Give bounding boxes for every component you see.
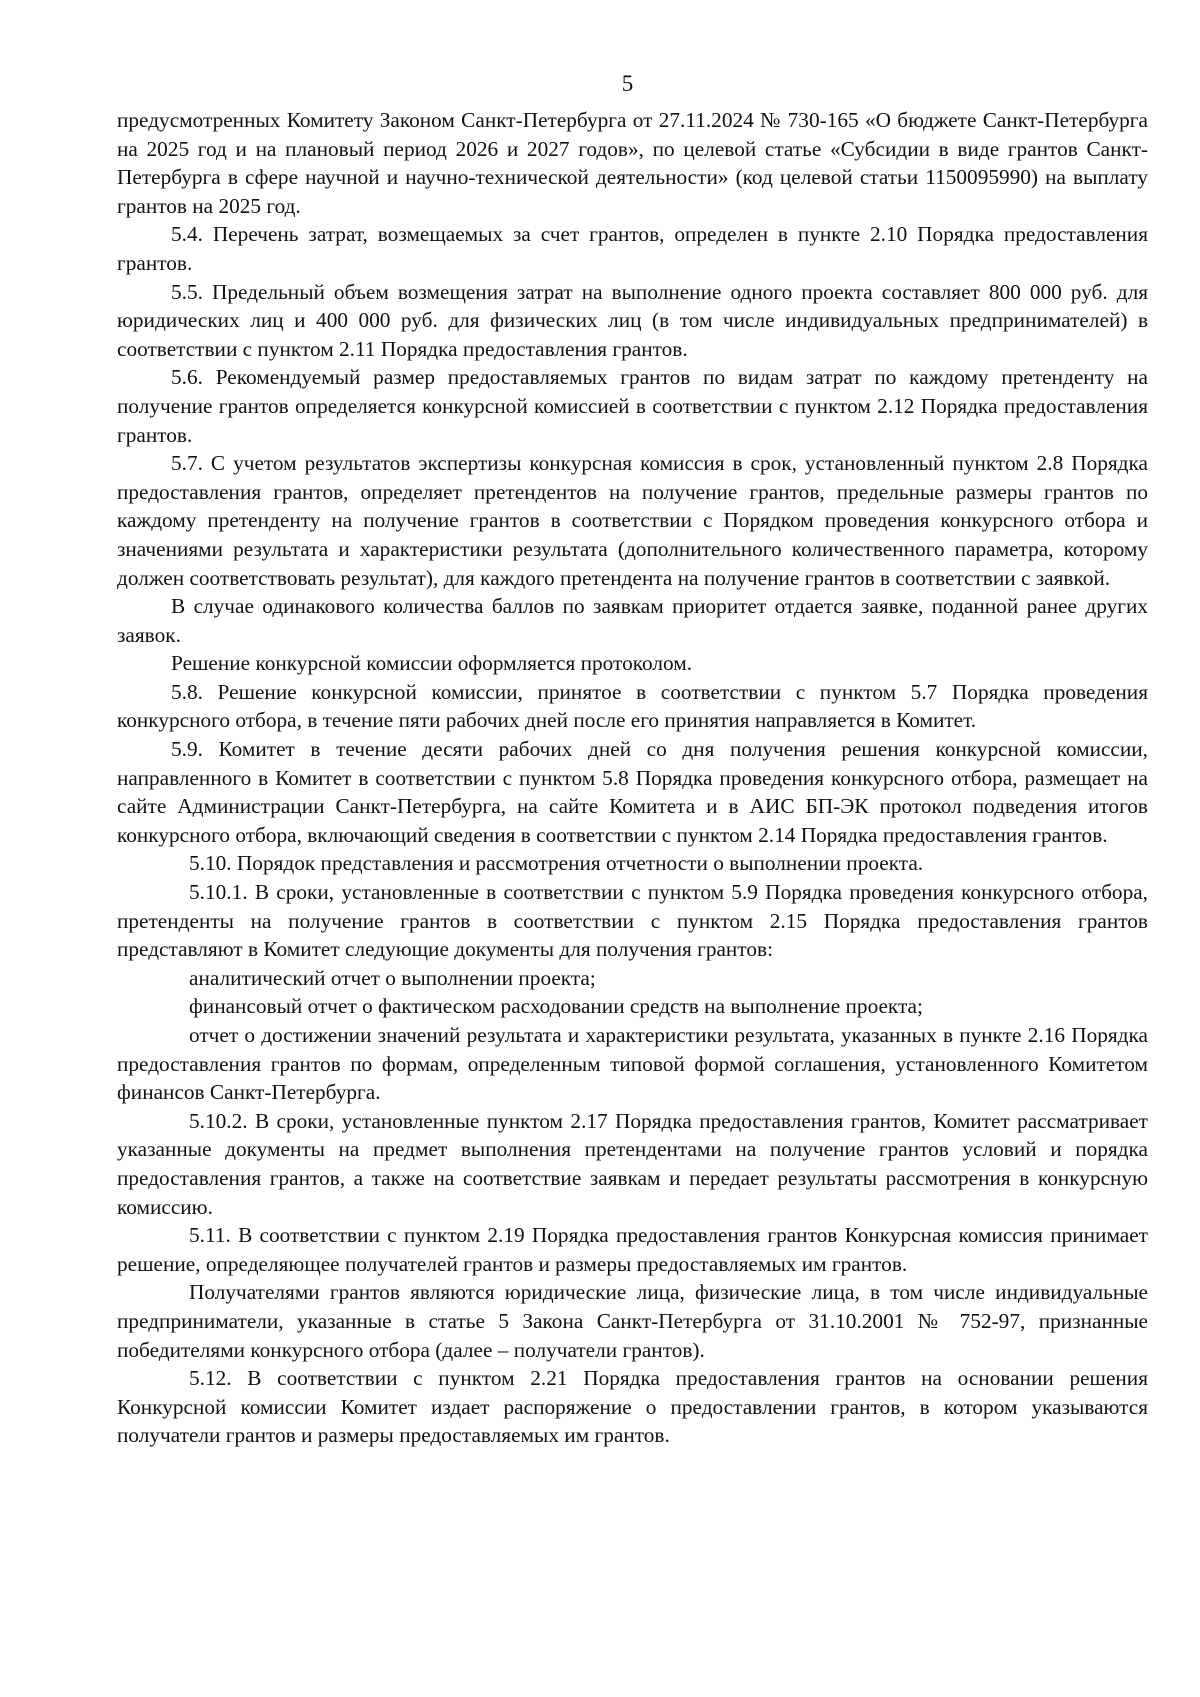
paragraph-5-10: 5.10. Порядок представления и рассмотрения отчетности о выполнении проекта. xyxy=(189,851,924,876)
paragraph-5-7: 5.7. С учетом результатов экспертизы конкурсная комиссия в срок, установленный пунктом 2.8 Порядка предоставления грантов, определяет претендентов на получение грантов, предельные размеры грантов по каждому претенденту на получение грантов в соответствии с Порядком проведения конкурсного отбора и значениями результата и характеристики результата (дополнительного количественного параметра, которому должен соответствовать результат), для каждого претендента на получение грантов в соответствии с заявкой. xyxy=(117,451,1148,590)
paragraph-5-5: 5.5. Предельный объем возмещения затрат на выполнение одного проекта составляет 800 000 руб. для юридических лиц и 400 000 руб. для физических лиц (в том числе индивидуальных предпринимателей) в соответствии с пунктом 2.11 Порядка предоставления грантов. xyxy=(117,279,1148,361)
paragraph-5-11: 5.11. В соответствии с пунктом 2.19 Порядка предоставления грантов Конкурсная комиссия принимает решение, определяющее получателей грантов и размеры предоставляемых им грантов. xyxy=(117,1223,1148,1276)
paragraph-5-9: 5.9. Комитет в течение десяти рабочих дней со дня получения решения конкурсной комиссии, направленного в Комитет в соответствии с пунктом 5.8 Порядка проведения конкурсного отбора, размещает на сайте Администрации Санкт-Петербурга, на сайте Комитета и в АИС БП-ЭК протокол подведения итогов конкурсного отбора, включающий сведения в соответствии с пунктом 2.14 Порядка предоставления грантов. xyxy=(117,737,1148,847)
list-item-financial-report: финансовый отчет о фактическом расходовании средств на выполнение проекта; xyxy=(189,994,923,1019)
paragraph-5-8: 5.8. Решение конкурсной комиссии, принятое в соответствии с пунктом 5.7 Порядка проведения конкурсного отбора, в течение пяти рабочих дней после его принятия направляется в Комитет. xyxy=(117,679,1148,733)
paragraph-5-6: 5.6. Рекомендуемый размер предоставляемых грантов по видам затрат по каждому претенденту на получение грантов определяется конкурсной комиссией в соответствии с пунктом 2.12 Порядка предоставления грантов. xyxy=(117,365,1148,447)
list-item-results-report: отчет о достижении значений результата и характеристики результата, указанных в пункте 2.16 Порядка предоставления грантов по формам, определенным типовой формой соглашения, установленного Комитетом финансов Санкт-Петербурга. xyxy=(117,1023,1148,1105)
paragraph-equal-score-priority: В случае одинакового количества баллов по заявкам приоритет отдается заявке, поданной ранее других заявок. xyxy=(117,594,1148,647)
paragraph-5-10-1: 5.10.1. В сроки, установленные в соответствии с пунктом 5.9 Порядка проведения конкурсного отбора, претенденты на получение грантов в соответствии с пунктом 2.15 Порядка предоставления грантов представляют в Комитет следующие документы для получения грантов: xyxy=(117,880,1148,962)
list-item-analytic-report: аналитический отчет о выполнении проекта; xyxy=(189,965,596,990)
page-number: 5 xyxy=(621,71,634,96)
paragraph-grant-recipients: Получателями грантов являются юридические лица, физические лица, в том числе индивидуальные предприниматели, указанные в статье 5 Закона Санкт-Петербурга от 31.10.2001 № 752-97, признанные победителями конкурсного отбора (далее – получатели грантов). xyxy=(117,1280,1148,1362)
paragraph-5-12: 5.12. В соответствии с пунктом 2.21 Порядка предоставления грантов на основании решения Конкурсной комиссии Комитет издает распоряжение о предоставлении грантов, в котором указываются получатели грантов и размеры предоставляемых им грантов. xyxy=(117,1366,1148,1448)
paragraph-5-4: 5.4. Перечень затрат, возмещаемых за счет грантов, определен в пункте 2.10 Порядка предоставления грантов. xyxy=(117,222,1148,275)
document-body xyxy=(117,106,1148,1450)
paragraph-budget-continuation: предусмотренных Комитету Законом Санкт-Петербурга от 27.11.2024 № 730-165 «О бюджете Санкт-Петербурга на 2025 год и на плановый период 2026 и 2027 годов», по целевой статье «Субсидии в виде грантов Санкт-Петербурга в сфере научной и научно-технической деятельности» (код целевой статьи 1150095990) на выплату грантов на 2025 год. xyxy=(117,108,1148,218)
paragraph-5-10-2: 5.10.2. В сроки, установленные пунктом 2.17 Порядка предоставления грантов, Комитет рассматривает указанные документы на предмет выполнения претендентами на получение грантов условий и порядка предоставления грантов, а также на соответствие заявкам и передает результаты рассмотрения в конкурсную комиссию. xyxy=(117,1108,1148,1219)
paragraph-commission-protocol: Решение конкурсной комиссии оформляется протоколом. xyxy=(171,651,693,676)
